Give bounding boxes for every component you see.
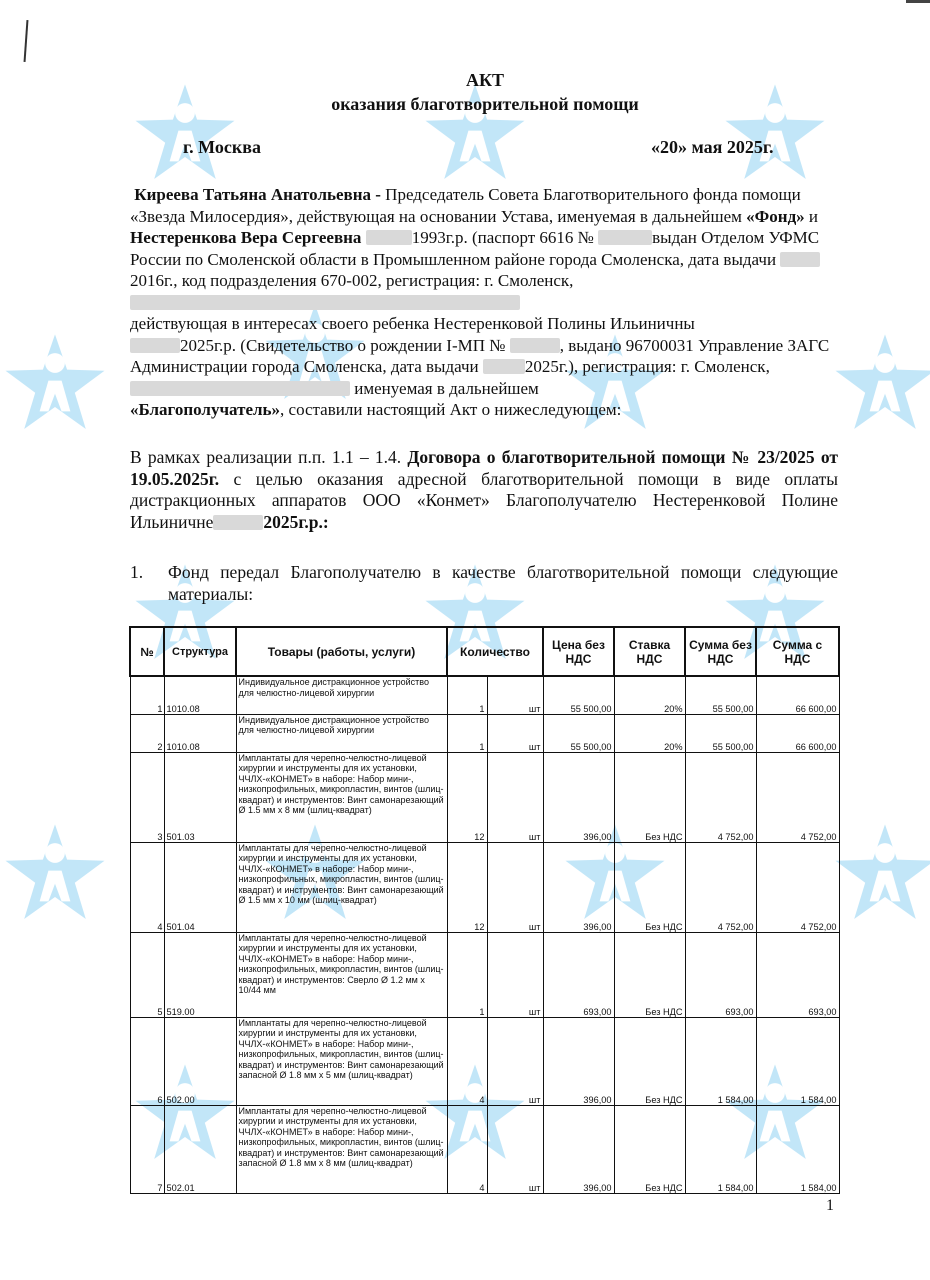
row-number: 6 <box>130 1017 164 1105</box>
quantity: 12 <box>447 752 487 842</box>
vat-rate: Без НДС <box>614 752 685 842</box>
unit: шт <box>487 676 543 714</box>
vat-rate: 20% <box>614 676 685 714</box>
vat-rate: 20% <box>614 714 685 752</box>
sum-with-vat: 1 584,00 <box>756 1017 839 1105</box>
star-person-icon <box>830 820 930 930</box>
redacted-field <box>483 359 525 374</box>
price-without-vat: 55 500,00 <box>543 676 614 714</box>
item-number: 1. <box>130 562 144 582</box>
item-description: Имплантаты для черепно-челюстно-лицевой хирургии и инструменты для их установки, ЧЧЛХ-«КОНМЕТ» в наборе: Набор мини-, низкопрофильных, микропластин, винтов (шлиц-квадрат) и инструментов: Винт самонарезающий запасной Ø 1.8 мм х 8 мм (шлиц-квадрат) <box>236 1105 447 1193</box>
structure-code: 502.00 <box>164 1017 236 1105</box>
item-description: Имплантаты для черепно-челюстно-лицевой хирургии и инструменты для их установки, ЧЧЛХ-«КОНМЕТ» в наборе: Набор мини-, низкопрофильных, микропластин, винтов (шлиц-квадрат) и инструментов: Винт самонарезающий Ø 1.5 мм х 8 мм (шлиц-квадрат) <box>236 752 447 842</box>
price-without-vat: 693,00 <box>543 932 614 1017</box>
quantity: 1 <box>447 676 487 714</box>
row-number: 2 <box>130 714 164 752</box>
structure-code: 519.00 <box>164 932 236 1017</box>
price-without-vat: 396,00 <box>543 1017 614 1105</box>
sum-without-vat: 4 752,00 <box>685 842 756 932</box>
row-number: 4 <box>130 842 164 932</box>
unit: шт <box>487 1105 543 1193</box>
column-header: Сумма с НДС <box>756 627 839 676</box>
sum-without-vat: 55 500,00 <box>685 714 756 752</box>
unit: шт <box>487 1017 543 1105</box>
sum-with-vat: 66 600,00 <box>756 676 839 714</box>
sum-without-vat: 55 500,00 <box>685 676 756 714</box>
table-row <box>130 714 839 752</box>
basis-paragraph: В рамках реализации п.п. 1.1 – 1.4. Договора о благотворительной помощи № 23/2025 от 19.05.2025г. с целью оказания адресной благотворительной помощи в виде оплаты дистракционных аппаратов ООО «Конмет» Благополучателю Нестеренковой Полине Ильиничне 2025г.р.: <box>130 447 839 532</box>
vat-rate: Без НДС <box>614 1105 685 1193</box>
quantity: 12 <box>447 842 487 932</box>
table-header-row <box>130 627 839 676</box>
table-row <box>130 1105 839 1193</box>
item-description: Индивидуальное дистракционное устройство для челюстно-лицевой хирургии <box>236 714 447 752</box>
star-person-icon <box>0 820 110 930</box>
structure-code: 501.04 <box>164 842 236 932</box>
sum-without-vat: 1 584,00 <box>685 1017 756 1105</box>
table-row <box>130 932 839 1017</box>
price-without-vat: 55 500,00 <box>543 714 614 752</box>
redacted-field <box>130 381 350 396</box>
quantity: 4 <box>447 1105 487 1193</box>
item-text: Фонд передал Благополучателю в качестве благотворительной помощи следующие материалы: <box>168 562 838 604</box>
table-row <box>130 752 839 842</box>
pen-mark <box>24 20 29 62</box>
goods-table <box>129 626 840 1194</box>
column-header: № <box>130 627 164 676</box>
document-date: «20» мая 2025г. <box>651 137 774 157</box>
redacted-field <box>598 230 652 245</box>
corner-mark <box>906 0 930 3</box>
column-header: Количество <box>447 627 543 676</box>
item-description: Имплантаты для черепно-челюстно-лицевой хирургии и инструменты для их установки, ЧЧЛХ-«КОНМЕТ» в наборе: Набор мини-, низкопрофильных, микропластин, винтов (шлиц-квадрат) и инструментов: Винт самонарезающий запасной Ø 1.8 мм х 5 мм (шлиц-квадрат) <box>236 1017 447 1105</box>
item-description: Имплантаты для черепно-челюстно-лицевой хирургии и инструменты для их установки, ЧЧЛХ-«КОНМЕТ» в наборе: Набор мини-, низкопрофильных, микропластин, винтов (шлиц-квадрат) и инструментов: Сверло Ø 1.2 мм х 10/44 мм <box>236 932 447 1017</box>
column-header: Ставка НДС <box>614 627 685 676</box>
sum-without-vat: 1 584,00 <box>685 1105 756 1193</box>
quantity: 1 <box>447 932 487 1017</box>
price-without-vat: 396,00 <box>543 842 614 932</box>
sum-with-vat: 1 584,00 <box>756 1105 839 1193</box>
unit: шт <box>487 714 543 752</box>
row-number: 3 <box>130 752 164 842</box>
vat-rate: Без НДС <box>614 1017 685 1105</box>
quantity: 4 <box>447 1017 487 1105</box>
table-row <box>130 842 839 932</box>
row-number: 7 <box>130 1105 164 1193</box>
star-person-icon <box>830 330 930 440</box>
structure-code: 1010.08 <box>164 676 236 714</box>
fund-term: «Фонд» <box>746 206 805 226</box>
redacted-field <box>130 338 180 353</box>
sum-with-vat: 4 752,00 <box>756 752 839 842</box>
redacted-field <box>366 230 412 245</box>
intro-paragraph: Киреева Татьяна Анатольевна - Председатель Совета Благотворительного фонда помощи «Звезда Милосердия», действующая на основании Устава, именуемая в дальнейшем «Фонд» и Нестеренкова Вера Сергеевна 1993г.р. (паспорт 6616 № выдан Отделом УФМС России по Смоленской области в Промышленном районе города Смоленска, дата выдачи 2016г., код подразделения 670-002, регистрация: г. Смоленск, действующая в интересах своего ребенка Нестеренковой Полины Ильиничны 2025г.р. (Свидетельство о рождении I-МП № , выдано 96700031 Управление ЗАГС Администрации города Смоленска, дата выдачи 2025г.), регистрация: г. Смоленск, именуемая в дальнейшем «Благополучатель», составили настоящий Акт о нижеследующем: <box>130 185 830 419</box>
unit: шт <box>487 842 543 932</box>
sum-with-vat: 66 600,00 <box>756 714 839 752</box>
redacted-field <box>510 338 560 353</box>
page-number: 1 <box>826 1197 834 1214</box>
beneficiary-term: «Благополучатель» <box>130 400 281 419</box>
document-title: АКТ <box>465 70 505 90</box>
contract-reference: Договора о благотворительной помощи № 23/2025 от 19.05.2025г. <box>130 447 839 489</box>
row-number: 5 <box>130 932 164 1017</box>
column-header: Товары (работы, услуги) <box>236 627 447 676</box>
price-without-vat: 396,00 <box>543 752 614 842</box>
row-number: 1 <box>130 676 164 714</box>
vat-rate: Без НДС <box>614 842 685 932</box>
structure-code: 502.01 <box>164 1105 236 1193</box>
redacted-field <box>780 252 820 267</box>
sum-without-vat: 4 752,00 <box>685 752 756 842</box>
redacted-field <box>213 515 263 530</box>
quantity: 1 <box>447 714 487 752</box>
vat-rate: Без НДС <box>614 932 685 1017</box>
column-header: Сумма без НДС <box>685 627 756 676</box>
sum-without-vat: 693,00 <box>685 932 756 1017</box>
unit: шт <box>487 932 543 1017</box>
city: г. Москва <box>183 137 261 157</box>
column-header: Структура <box>164 627 236 676</box>
item-description: Индивидуальное дистракционное устройство для челюстно-лицевой хирургии <box>236 676 447 714</box>
price-without-vat: 396,00 <box>543 1105 614 1193</box>
sum-with-vat: 4 752,00 <box>756 842 839 932</box>
redacted-field <box>130 295 520 310</box>
star-person-icon <box>0 330 110 440</box>
item-description: Имплантаты для черепно-челюстно-лицевой хирургии и инструменты для их установки, ЧЧЛХ-«КОНМЕТ» в наборе: Набор мини-, низкопрофильных, микропластин, винтов (шлиц-квадрат) и инструментов: Винт самонарезающий Ø 1.5 мм х 10 мм (шлиц-квадрат) <box>236 842 447 932</box>
structure-code: 1010.08 <box>164 714 236 752</box>
item-1 <box>130 562 838 605</box>
representative-name: Нестеренкова Вера Сергеевна <box>130 228 362 247</box>
table-row <box>130 1017 839 1105</box>
structure-code: 501.03 <box>164 752 236 842</box>
unit: шт <box>487 752 543 842</box>
document-subtitle: оказания благотворительной помощи <box>331 94 639 114</box>
chair-name: Киреева Татьяна Анатольевна <box>134 185 371 204</box>
column-header: Цена без НДС <box>543 627 614 676</box>
sum-with-vat: 693,00 <box>756 932 839 1017</box>
table-row <box>130 676 839 714</box>
